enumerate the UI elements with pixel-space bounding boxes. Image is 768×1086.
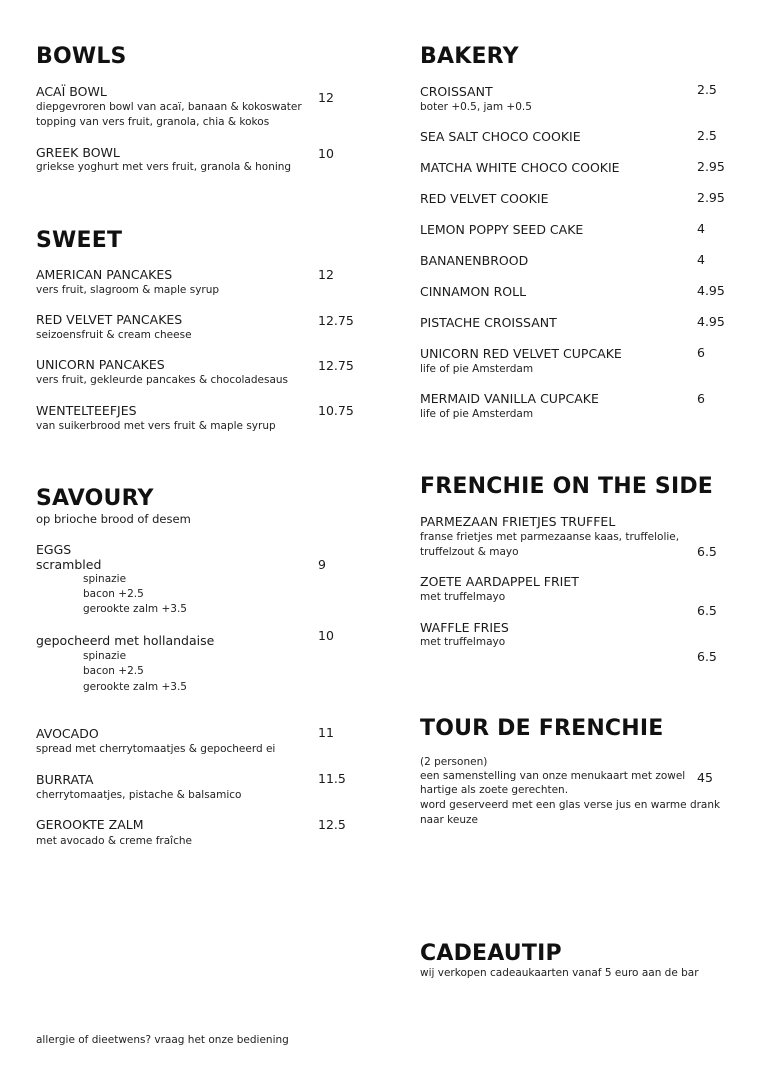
menu-item-description: met truffelmayo — [420, 636, 506, 648]
menu-item-price: 2.5 — [697, 128, 717, 143]
menu-item-description: spread met cherrytomaatjes & gepocheerd ei — [36, 743, 276, 755]
section-title-bakery: BAKERY — [420, 44, 519, 69]
section-title-frenchie-on-the-side: FRENCHIE ON THE SIDE — [420, 474, 714, 499]
menu-item-description: topping van vers fruit, granola, chia & kokos — [36, 116, 270, 128]
menu-item-price: 2.95 — [697, 190, 725, 205]
menu-item-price: 2.95 — [697, 159, 725, 174]
eggs-option-poached: gepocheerd met hollandaise — [36, 633, 215, 648]
menu-item-price: 4.95 — [697, 283, 725, 298]
menu-item-name: EGGS — [36, 542, 72, 557]
section-title-cadeautip: CADEAUTIP — [420, 941, 562, 966]
menu-item-price: 10 — [318, 146, 334, 161]
menu-item-name: LEMON POPPY SEED CAKE — [420, 222, 584, 237]
menu-item-price: 45 — [697, 770, 713, 785]
menu-item-name: BURRATA — [36, 772, 94, 787]
section-subtitle: op brioche brood of desem — [36, 512, 191, 526]
menu-item-name: RED VELVET COOKIE — [420, 191, 549, 206]
menu-item-name: CINNAMON ROLL — [420, 284, 527, 299]
menu-item-name: PARMEZAAN FRIETJES TRUFFEL — [420, 514, 616, 529]
menu-item-description: vers fruit, gekleurde pancakes & chocoladesaus — [36, 374, 289, 386]
menu-item-price: 6 — [697, 345, 705, 360]
menu-item-price: 4 — [697, 221, 705, 236]
menu-item-name: AVOCADO — [36, 726, 99, 741]
menu-item-name: RED VELVET PANCAKES — [36, 312, 183, 327]
menu-item-name: BANANENBROOD — [420, 253, 529, 268]
tour-description: naar keuze — [420, 814, 478, 826]
eggs-extra: spinazie — [83, 573, 127, 585]
menu-item-price: 12.75 — [318, 358, 354, 373]
menu-item-price: 12.75 — [318, 313, 354, 328]
menu-item-description: vers fruit, slagroom & maple syrup — [36, 284, 220, 296]
menu-item-name: SEA SALT CHOCO COOKIE — [420, 129, 581, 144]
section-title-tour-de-frenchie: TOUR DE FRENCHIE — [420, 716, 664, 741]
menu-item-description: griekse yoghurt met vers fruit, granola & honing — [36, 161, 292, 173]
menu-item-description: seizoensfruit & cream cheese — [36, 329, 192, 341]
menu-item-price: 4 — [697, 252, 705, 267]
menu-item-description: life of pie Amsterdam — [420, 363, 534, 375]
eggs-extra: gerookte zalm +3.5 — [83, 681, 187, 693]
tour-description: word geserveerd met een glas verse jus en warme drank — [420, 799, 721, 811]
gift-card-note: wij verkopen cadeaukaarten vanaf 5 euro aan de bar — [420, 967, 699, 979]
tour-description: een samenstelling van onze menukaart met zowel — [420, 770, 686, 782]
menu-item-price: 12 — [318, 267, 334, 282]
menu-item-description: met truffelmayo — [420, 591, 506, 603]
menu-item-price: 6.5 — [697, 649, 717, 664]
menu-item-name: WAFFLE FRIES — [420, 620, 509, 635]
menu-item-price: 4.95 — [697, 314, 725, 329]
menu-item-price: 6.5 — [697, 544, 717, 559]
section-title-bowls: BOWLS — [36, 44, 127, 69]
section-title-savoury: SAVOURY — [36, 486, 154, 511]
menu-item-name: WENTELTEEFJES — [36, 403, 137, 418]
menu-item-name: ACAÏ BOWL — [36, 84, 107, 99]
eggs-extra: gerookte zalm +3.5 — [83, 603, 187, 615]
menu-item-price: 2.5 — [697, 82, 717, 97]
menu-item-price: 11 — [318, 725, 334, 740]
tour-description: hartige als zoete gerechten. — [420, 784, 569, 796]
tour-persons: (2 personen) — [420, 756, 488, 768]
menu-item-price: 12 — [318, 90, 334, 105]
menu-item-description: met avocado & creme fraîche — [36, 835, 192, 847]
menu-item-description: franse frietjes met parmezaanse kaas, truffelolie, — [420, 531, 680, 543]
eggs-extra: bacon +2.5 — [83, 588, 144, 600]
menu-item-name: MERMAID VANILLA CUPCAKE — [420, 391, 599, 406]
eggs-extra: bacon +2.5 — [83, 665, 144, 677]
menu-item-price: 6.5 — [697, 603, 717, 618]
menu-item-name: PISTACHE CROISSANT — [420, 315, 557, 330]
eggs-option-scrambled: scrambled — [36, 557, 102, 572]
menu-item-name: CROISSANT — [420, 84, 493, 99]
menu-item-name: GREEK BOWL — [36, 145, 120, 160]
menu-item-name: UNICORN RED VELVET CUPCAKE — [420, 346, 622, 361]
menu-item-name: AMERICAN PANCAKES — [36, 267, 173, 282]
menu-item-name: UNICORN PANCAKES — [36, 357, 165, 372]
menu-item-price: 10 — [318, 628, 334, 643]
menu-item-price: 10.75 — [318, 403, 354, 418]
menu-item-description: life of pie Amsterdam — [420, 408, 534, 420]
menu-item-description: boter +0.5, jam +0.5 — [420, 101, 532, 113]
menu-item-name: GEROOKTE ZALM — [36, 817, 144, 832]
menu-item-price: 9 — [318, 557, 326, 572]
section-title-sweet: SWEET — [36, 228, 123, 253]
menu-item-name: MATCHA WHITE CHOCO COOKIE — [420, 160, 620, 175]
menu-item-description: truffelzout & mayo — [420, 546, 519, 558]
menu-item-description: cherrytomaatjes, pistache & balsamico — [36, 789, 242, 801]
menu-item-description: van suikerbrood met vers fruit & maple syrup — [36, 420, 276, 432]
menu-item-price: 11.5 — [318, 771, 346, 786]
menu-item-price: 6 — [697, 391, 705, 406]
menu-item-price: 12.5 — [318, 817, 346, 832]
eggs-extra: spinazie — [83, 650, 127, 662]
menu-item-description: diepgevroren bowl van acaï, banaan & kokoswater — [36, 101, 302, 113]
menu-item-name: ZOETE AARDAPPEL FRIET — [420, 574, 579, 589]
allergy-note: allergie of dieetwens? vraag het onze bediening — [36, 1034, 289, 1046]
